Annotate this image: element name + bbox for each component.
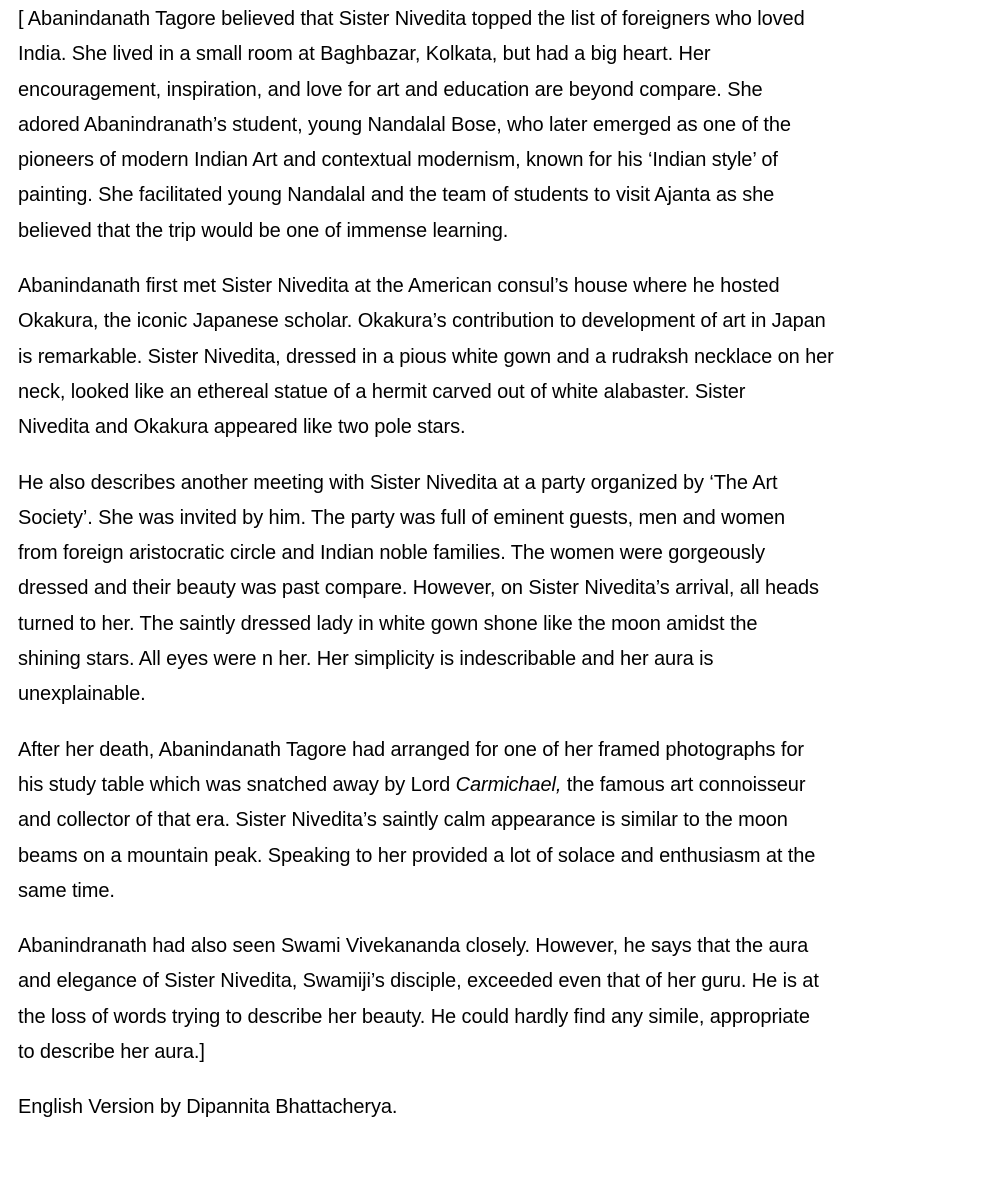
text-line: painting. She facilitated young Nandalal and the team of students to visit Ajanta as she bbox=[18, 184, 775, 207]
italic-text-segment: Carmichael, bbox=[455, 773, 562, 796]
text-line: same time. bbox=[18, 879, 115, 902]
text-line: Okakura, the iconic Japanese scholar. Okakura’s contribution to development of art in Japan bbox=[18, 310, 826, 333]
paragraph-4 bbox=[18, 733, 977, 909]
text-line bbox=[18, 768, 977, 803]
text-line: dressed and their beauty was past compare. However, on Sister Nivedita’s arrival, all heads bbox=[18, 577, 819, 600]
paragraph-2 bbox=[18, 269, 977, 445]
text-line: beams on a mountain peak. Speaking to her provided a lot of solace and enthusiasm at the bbox=[18, 844, 816, 867]
text-segment: his study table which was snatched away by Lord bbox=[18, 773, 456, 796]
paragraph-1 bbox=[18, 2, 977, 249]
text-line: is remarkable. Sister Nivedita, dressed in a pious white gown and a rudraksh necklace on her bbox=[18, 345, 834, 368]
text-line: encouragement, inspiration, and love for art and education are beyond compare. She bbox=[18, 78, 763, 101]
text-line: pioneers of modern Indian Art and contextual modernism, known for his ‘Indian style’ of bbox=[18, 149, 778, 172]
text-line: believed that the trip would be one of immense learning. bbox=[18, 219, 509, 242]
text-line: English Version by Dipannita Bhattacherya. bbox=[18, 1096, 398, 1119]
text-line: Nivedita and Okakura appeared like two pole stars. bbox=[18, 416, 466, 439]
text-line: the loss of words trying to describe her beauty. He could hardly find any simile, appropriate bbox=[18, 1005, 810, 1028]
text-line: adored Abanindranath’s student, young Nandalal Bose, who later emerged as one of the bbox=[18, 113, 791, 136]
text-line: and collector of that era. Sister Nivedita’s saintly calm appearance is similar to the moon bbox=[18, 809, 788, 832]
text-line: Society’. She was invited by him. The party was full of eminent guests, men and women bbox=[18, 506, 786, 529]
text-line: unexplainable. bbox=[18, 683, 146, 706]
text-line: turned to her. The saintly dressed lady in white gown shone like the moon amidst the bbox=[18, 612, 758, 635]
text-line: India. She lived in a small room at Baghbazar, Kolkata, but had a big heart. Her bbox=[18, 43, 711, 66]
text-line: to describe her aura.] bbox=[18, 1041, 205, 1064]
text-line: neck, looked like an ethereal statue of a hermit carved out of white alabaster. Sister bbox=[18, 380, 746, 403]
paragraph-3 bbox=[18, 466, 977, 713]
text-line: [ Abanindanath Tagore believed that Sister Nivedita topped the list of foreigners who loved bbox=[18, 8, 805, 30]
attribution-line bbox=[18, 1090, 977, 1125]
text-line: He also describes another meeting with Sister Nivedita at a party organized by ‘The Art bbox=[18, 471, 778, 494]
text-line: shining stars. All eyes were n her. Her simplicity is indescribable and her aura is bbox=[18, 648, 714, 671]
text-line: from foreign aristocratic circle and Indian noble families. The women were gorgeously bbox=[18, 542, 766, 565]
text-line: and elegance of Sister Nivedita, Swamiji’s disciple, exceeded even that of her guru. He is at bbox=[18, 970, 819, 993]
text-segment: the famous art connoisseur bbox=[561, 773, 806, 796]
paragraph-5 bbox=[18, 929, 977, 1070]
text-line: Abanindanath first met Sister Nivedita at the American consul’s house where he hosted bbox=[18, 275, 780, 298]
document-body bbox=[18, 2, 977, 1126]
text-line: After her death, Abanindanath Tagore had arranged for one of her framed photographs for bbox=[18, 738, 804, 761]
text-line: Abanindranath had also seen Swami Vivekananda closely. However, he says that the aura bbox=[18, 935, 809, 958]
